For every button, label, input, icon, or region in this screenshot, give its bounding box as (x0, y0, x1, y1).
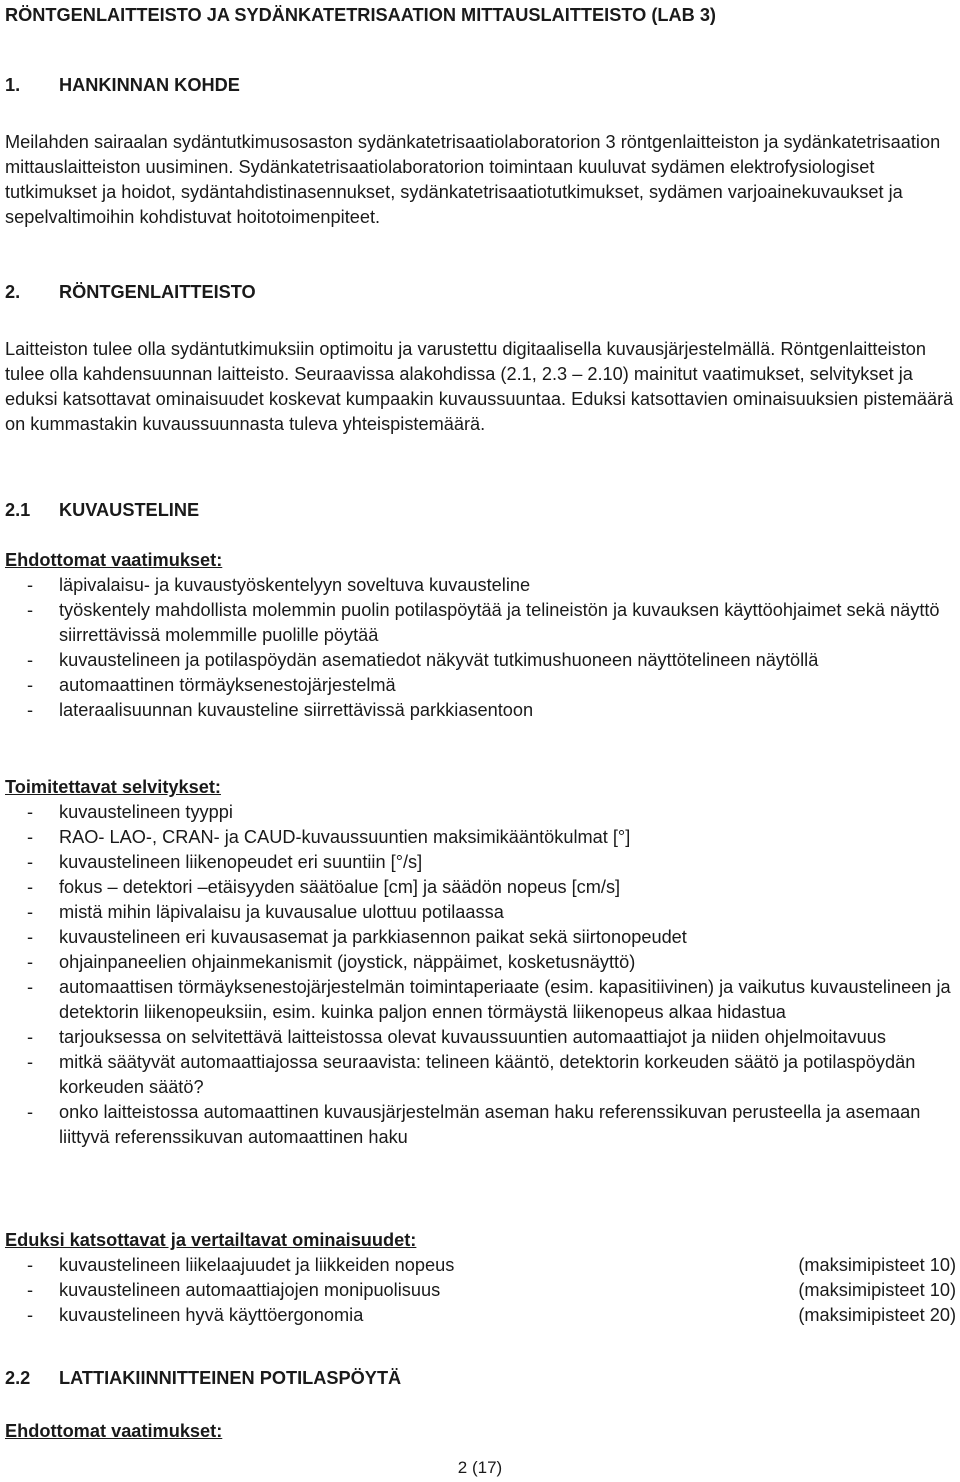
list-item: - mistä mihin läpivalaisu ja kuvausalue ulottuu potilaassa (27, 902, 504, 922)
section-title: KUVAUSTELINE (59, 500, 200, 520)
max-points: (maksimipisteet 20) (798, 1305, 956, 1325)
document-title: RÖNTGENLAITTEISTO JA SYDÄNKATETRISAATION MITTAUSLAITTEISTO (LAB 3) (5, 5, 716, 25)
list-item: - lateraalisuunnan kuvausteline siirrettävissä parkkiasentoon (27, 700, 534, 720)
section-2-heading (5, 280, 956, 305)
list-item: - läpivalaisu- ja kuvaustyöskentelyyn soveltuva kuvausteline (27, 575, 531, 595)
list-item: - RAO- LAO-, CRAN- ja CAUD-kuvaussuuntien maksimikääntökulmat [°] (27, 827, 631, 847)
list-item: - kuvaustelineen automaattiajojen monipuolisuus (maksimipisteet 10) (5, 1278, 956, 1303)
list-item: - työskentely mahdollista molemmin puolin potilaspöytää ja telineistön ja kuvauksen käyttöohjaimet sekä näyttö siirrettävissä molemmille puolille pöytää (27, 600, 940, 645)
max-points: (maksimipisteet 10) (798, 1280, 956, 1300)
reports-list (5, 800, 956, 1150)
list-item: - fokus – detektori –etäisyyden säätöalue [cm] ja säädön nopeus [cm/s] (27, 877, 621, 897)
merits-list (5, 1253, 956, 1328)
page-number: 2 (17) (457, 1458, 503, 1477)
section-title: LATTIAKIINNITTEINEN POTILASPÖYTÄ (59, 1368, 402, 1388)
section-number: 2.2 (5, 1368, 31, 1388)
required-block (5, 548, 956, 723)
list-item: - ohjainpaneelien ohjainmekanismit (joystick, näppäimet, kosketusnäyttö) (27, 952, 636, 972)
list-item: - automaattinen törmäyksenestojärjestelmä (27, 675, 396, 695)
list-item: - kuvaustelineen liikenopeudet eri suuntiin [°/s] (27, 852, 423, 872)
list-item: - automaattisen törmäyksenestojärjestelmän toimintaperiaate (esim. kapasitiivinen) ja vaikutus kuvaustelineen ja detektorin liikenopeuksiin, esim. kuinka paljon ennen törmäystä liikenopeus alkaa hidastua (27, 977, 951, 1022)
section-2-paragraph (5, 337, 956, 437)
list-item: - kuvaustelineen eri kuvausasemat ja parkkiasennon paikat sekä siirtonopeudet (27, 927, 687, 947)
list-item: - mitkä säätyvät automaattiajossa seuraavista: telineen kääntö, detektorin korkeuden säätö ja potilaspöydän korkeuden säätö? (27, 1052, 916, 1097)
list-item: - onko laitteistossa automaattinen kuvausjärjestelmän aseman haku referenssikuvan perusteella ja asemaan liittyvä referenssikuvan automaattinen haku (27, 1102, 921, 1147)
required-subheading: Ehdottomat vaatimukset: (5, 1421, 223, 1441)
section-number: 1. (5, 75, 21, 95)
required-list (5, 573, 956, 723)
list-item: - kuvaustelineen tyyppi (27, 802, 233, 822)
list-item: - kuvaustelineen liikelaajuudet ja liikkeiden nopeus (maksimipisteet 10) (5, 1253, 956, 1278)
paragraph-text: Laitteiston tulee olla sydäntutkimuksiin optimoitu ja varustettu digitaalisella kuvausjärjestelmällä. Röntgenlaitteiston tulee olla kahdensuunnan laitteisto. Seuraavissa alakohdissa (2.1, 2.3 – 2.10) mainitut vaatimukset, selvitykset ja eduksi katsottavat ominaisuudet koskevat kumpaakin kuvaussuuntaa. Eduksi katsottavien ominaisuuksien pistemäärä on kummastakin kuvaussuunnasta tuleva yhteispistemäärä. (5, 339, 954, 434)
section-1-paragraph (5, 130, 956, 230)
merits-block (5, 1228, 956, 1328)
paragraph-text: Meilahden sairaalan sydäntutkimusosaston sydänkatetrisaatiolaboratorion 3 röntgenlaitteiston ja sydänkatetrisaation mittauslaitteiston uusiminen. Sydänkatetrisaatiolaboratorion toimintaan kuuluvat sydämen elektrofysiologiset tutkimukset ja hoidot, sydäntahdistinasennukset, sydänkatetrisaatiotutkimukset, sydämen varjoainekuvaukset ja sepelvaltimoihin kohdistuvat hoitotoimenpiteet. (5, 132, 941, 227)
list-item: - tarjouksessa on selvitettävä laitteistossa olevat kuvaussuuntien automaattiajot ja niiden ohjelmoitavuus (27, 1027, 886, 1047)
section-2-1-heading (5, 498, 956, 523)
section-2-2-heading (5, 1366, 956, 1391)
max-points: (maksimipisteet 10) (798, 1255, 956, 1275)
reports-subheading: Toimitettavat selvitykset: (5, 777, 221, 797)
list-item: - kuvaustelineen ja potilaspöydän asematiedot näkyvät tutkimushuoneen näyttötelineen näytöllä (27, 650, 819, 670)
list-item: - kuvaustelineen hyvä käyttöergonomia (maksimipisteet 20) (5, 1303, 956, 1328)
section-number: 2.1 (5, 500, 31, 520)
merits-subheading: Eduksi katsottavat ja vertailtavat ominaisuudet: (5, 1230, 417, 1250)
section-number: 2. (5, 282, 21, 302)
section-1-heading (5, 73, 956, 98)
section-title: HANKINNAN KOHDE (59, 75, 240, 95)
required-subheading: Ehdottomat vaatimukset: (5, 550, 223, 570)
reports-block (5, 775, 956, 1150)
section-title: RÖNTGENLAITTEISTO (59, 282, 256, 302)
